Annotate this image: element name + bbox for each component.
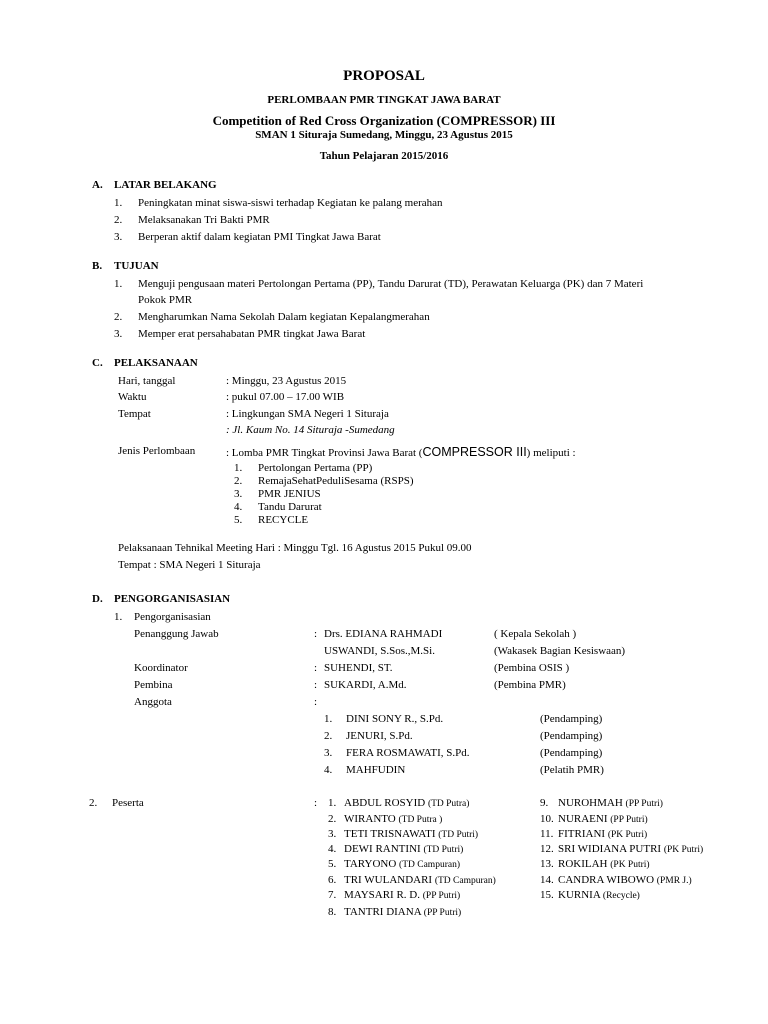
participant-team: (TD Putri) [438, 830, 479, 840]
org-colon: : [314, 696, 318, 708]
tempat-address: : Jl. Kaum No. 14 Situraja -Sumedang [226, 424, 395, 436]
participant-num: 1. [328, 797, 337, 809]
jenis-label: Jenis Perlombaan [118, 445, 196, 457]
org-colon: : [314, 628, 318, 640]
participant-num: 13. [540, 858, 554, 870]
participant-team: (PK Putri) [663, 845, 704, 855]
participant-team: (PK Putri) [607, 830, 648, 840]
document-title: PROPOSAL [343, 68, 425, 84]
list-item-text: Mengharumkan Nama Sekolah Dalam kegiatan Kepalangmerahan [138, 311, 430, 323]
list-item-num: 2. [114, 214, 123, 226]
technical-meeting-line: Pelaksanaan Tehnikal Meeting Hari : Minggu Tgl. 16 Agustus 2015 Pukul 09.00 [118, 542, 472, 554]
event-title-name: COMPRESSOR [440, 113, 533, 128]
participant-name: KURNIA [558, 889, 601, 901]
list-item-text: Memper erat persahabatan PMR tingkat Jawa Barat [138, 328, 366, 340]
participant-num: 11. [540, 828, 554, 840]
table-row [540, 889, 640, 901]
jenis-value-suffix: ) meliputi : [526, 447, 576, 459]
list-item [114, 214, 270, 226]
list-item-text: Tandu Darurat [258, 501, 322, 513]
year-line: Tahun Pelajaran 2015/2016 [319, 150, 449, 162]
list-item-text: Berperan aktif dalam kegiatan PMI Tingkat Jawa Barat [138, 231, 381, 243]
list-item-num: 2. [324, 730, 333, 742]
list-item-num: 2. [234, 475, 243, 487]
waktu-value: : pukul 07.00 – 17.00 WIB [226, 391, 345, 403]
table-row [328, 843, 463, 855]
table-row [328, 828, 478, 840]
list-item [324, 764, 405, 776]
org-name: Drs. EDIANA RAHMADI [324, 628, 443, 640]
section-b-heading: TUJUAN [114, 260, 159, 272]
participant-name: NUROHMAH [558, 797, 623, 809]
participant-num: 4. [328, 843, 337, 855]
participant-name: SRI WIDIANA PUTRI [558, 843, 662, 855]
document-subtitle: PERLOMBAAN PMR TINGKAT JAWA BARAT [267, 94, 501, 106]
sub2-label: Peserta [112, 797, 144, 809]
participant-name: WIRANTO [344, 813, 396, 825]
participant-team: (TD Putri) [423, 845, 464, 855]
org-name: SUHENDI, ST. [324, 662, 393, 674]
list-item [114, 231, 381, 243]
table-row [540, 858, 650, 870]
list-item [114, 278, 643, 290]
participant-team: (PP Putri) [423, 908, 462, 918]
sub1-num: 1. [114, 611, 123, 623]
table-row [540, 797, 663, 809]
list-item-num: 3. [324, 747, 333, 759]
participant-name: ABDUL ROSYID [344, 797, 426, 809]
list-item-text: Melaksanakan Tri Bakti PMR [138, 214, 270, 226]
table-row [328, 797, 469, 809]
list-item [324, 730, 413, 742]
sub1-label: Pengorganisasian [134, 611, 211, 623]
participant-num: 8. [328, 906, 337, 918]
list-item-text: FERA ROSMAWATI, S.Pd. [346, 747, 470, 759]
participant-team: (TD Putra ) [398, 815, 443, 825]
participant-num: 6. [328, 874, 337, 886]
participant-num: 3. [328, 828, 337, 840]
list-item-text: Menguji pengusaan materi Pertolongan Pertama (PP), Tandu Darurat (TD), Perawatan Keluarga (PK) dan 7 Materi [138, 278, 644, 290]
list-item [324, 747, 470, 759]
list-item-num: 1. [114, 197, 123, 209]
sub2-num: 2. [89, 797, 98, 809]
org-role: Pembina [134, 679, 173, 691]
org-desc: (Pembina PMR) [494, 679, 566, 691]
participant-team: (TD Putra) [427, 799, 470, 809]
list-item [234, 475, 414, 487]
list-item-num: 3. [114, 231, 123, 243]
participant-num: 2. [328, 813, 337, 825]
event-title [0, 113, 768, 129]
jenis-value [226, 445, 576, 459]
hari-value: : Minggu, 23 Agustus 2015 [226, 375, 347, 387]
section-d-heading: PENGORGANISASIAN [114, 593, 231, 605]
org-desc: (Pembina OSIS ) [494, 662, 570, 674]
org-role: Koordinator [134, 662, 188, 674]
table-row [328, 858, 460, 870]
section-a-letter: A. [92, 179, 103, 191]
participant-num: 15. [540, 889, 554, 901]
list-item-text: Peningkatan minat siswa-siswi terhadap Kegiatan ke palang merahan [138, 197, 443, 209]
list-item [234, 488, 321, 500]
table-row [540, 874, 692, 886]
participant-name: TRI WULANDARI [344, 874, 433, 886]
org-name: USWANDI, S.Sos.,M.Si. [324, 645, 435, 657]
list-item-text: PMR JENIUS [258, 488, 321, 500]
participant-num: 9. [540, 797, 549, 809]
org-colon: : [314, 662, 318, 674]
table-row [540, 813, 648, 825]
participant-team: (PP Putri) [625, 799, 663, 809]
table-row [328, 889, 460, 901]
list-item [234, 514, 308, 526]
list-item [234, 501, 322, 513]
participant-name: FITRIANI [558, 828, 606, 840]
org-name: SUKARDI, A.Md. [324, 679, 407, 691]
participant-team: (PP Putri) [610, 815, 648, 825]
org-role: Penanggung Jawab [134, 628, 219, 640]
list-item-desc: (Pendamping) [540, 747, 603, 759]
participant-team: (PK Putri) [610, 860, 650, 870]
list-item-desc: (Pelatih PMR) [540, 764, 604, 776]
tempat-value: : Lingkungan SMA Negeri 1 Situraja [226, 408, 389, 420]
list-item-num: 4. [324, 764, 333, 776]
participant-name: CANDRA WIBOWO [558, 874, 655, 886]
jenis-value-name: COMPRESSOR III [422, 445, 527, 459]
table-row [328, 813, 442, 825]
participant-team: (PMR J.) [656, 876, 692, 886]
technical-meeting-place: Tempat : SMA Negeri 1 Situraja [118, 559, 261, 571]
list-item-num: 4. [234, 501, 243, 513]
list-item-text: MAHFUDIN [346, 764, 406, 776]
event-title-suffix: ) III [532, 113, 556, 128]
list-item-num: 3. [234, 488, 243, 500]
section-d-letter: D. [92, 593, 103, 605]
table-row [540, 828, 647, 840]
list-item-text: JENURI, S.Pd. [346, 730, 413, 742]
org-desc: ( Kepala Sekolah ) [494, 628, 577, 640]
participant-num: 12. [540, 843, 554, 855]
participant-name: DEWI RANTINI [344, 843, 421, 855]
table-row [328, 874, 496, 886]
event-title-prefix: Competition of Red Cross Organization ( [212, 113, 441, 128]
section-a-heading: LATAR BELAKANG [114, 179, 217, 191]
tempat-label: Tempat [118, 408, 151, 420]
list-item-text: Pertolongan Pertama (PP) [258, 462, 373, 474]
sub2-colon: : [314, 797, 318, 809]
participant-team: (TD Campuran) [399, 860, 460, 870]
list-item-continuation: Pokok PMR [138, 294, 193, 306]
participant-name: MAYSARI R. D. [344, 889, 421, 901]
hari-label: Hari, tanggal [118, 375, 176, 387]
list-item [114, 328, 365, 340]
org-desc: (Wakasek Bagian Kesiswaan) [494, 645, 626, 657]
participant-name: TARYONO [344, 858, 397, 870]
list-item [114, 197, 443, 209]
list-item-num: 1. [234, 462, 243, 474]
list-item-num: 2. [114, 311, 123, 323]
list-item-text: RemajaSehatPeduliSesama (RSPS) [258, 475, 414, 487]
participant-team: (PP Putri) [422, 891, 461, 901]
list-item-text: RECYCLE [258, 514, 309, 526]
participant-num: 14. [540, 874, 554, 886]
participant-team: (TD Campuran) [434, 876, 496, 886]
participant-num: 7. [328, 889, 337, 901]
list-item-num: 1. [114, 278, 123, 290]
venue-line: SMAN 1 Situraja Sumedang, Minggu, 23 Agustus 2015 [255, 129, 513, 141]
list-item-num: 1. [324, 713, 333, 725]
list-item-desc: (Pendamping) [540, 713, 603, 725]
participant-num: 5. [328, 858, 337, 870]
list-item-desc: (Pendamping) [540, 730, 603, 742]
participant-team: (Recycle) [602, 891, 640, 901]
list-item [234, 462, 372, 474]
org-colon: : [314, 679, 318, 691]
list-item-num: 3. [114, 328, 123, 340]
list-item [114, 311, 430, 323]
table-row [328, 906, 461, 918]
participant-name: TETI TRISNAWATI [344, 828, 436, 840]
list-item-text: DINI SONY R., S.Pd. [346, 713, 444, 725]
section-b-letter: B. [92, 260, 103, 272]
jenis-value-prefix: : Lomba PMR Tingkat Provinsi Jawa Barat ( [226, 447, 423, 459]
org-role: Anggota [134, 696, 172, 708]
participant-num: 10. [540, 813, 554, 825]
participant-name: NURAENI [558, 813, 608, 825]
participant-name: ROKILAH [558, 858, 608, 870]
list-item [324, 713, 443, 725]
section-c-heading: PELAKSANAAN [114, 357, 198, 369]
section-c-letter: C. [92, 357, 103, 369]
participant-name: TANTRI DIANA [344, 906, 422, 918]
list-item-num: 5. [234, 514, 243, 526]
waktu-label: Waktu [118, 391, 147, 403]
table-row [540, 843, 703, 855]
